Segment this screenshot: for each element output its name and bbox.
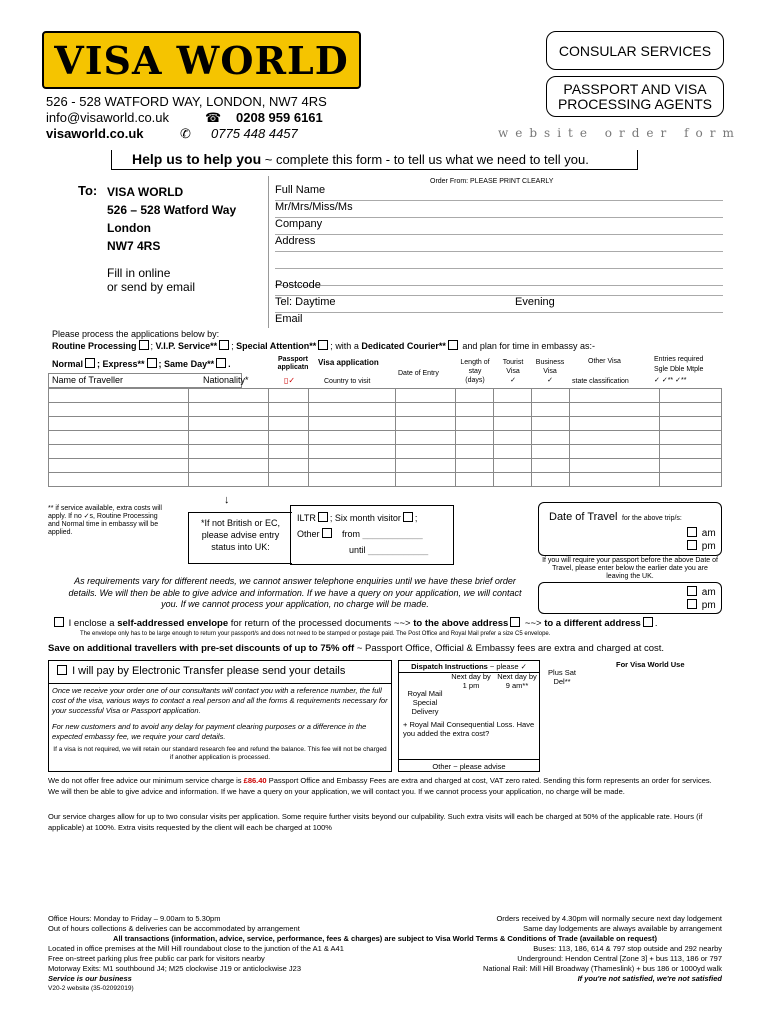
field-label: Postcode [275, 279, 321, 291]
envelope-bold: self-addressed envelope [117, 618, 229, 629]
pm2-label: pm [701, 600, 716, 611]
company-address: 526 - 528 WATFORD WAY, LONDON, NW7 4RS [46, 94, 327, 109]
payment-checkbox[interactable] [57, 665, 67, 675]
until-label: until [349, 545, 366, 555]
fill-online: Fill in online [107, 266, 171, 280]
country-header: Country to visit [324, 378, 371, 385]
six-month-label: Six month visitor [334, 513, 401, 523]
pm-checkbox[interactable] [687, 540, 697, 550]
six-month-checkbox[interactable] [403, 512, 413, 522]
courier-checkbox[interactable] [448, 340, 458, 350]
envelope-note: The envelope only has to be large enough to return your passport/s and does not need to be stamped or postage paid. The Post Office and Royal Mail prefer a size C5 envelope. [80, 631, 551, 637]
payment-p1: Once we receive your order one of our consultants will contact you with a reference number, the full cost of the visa, various ways to contact a real person and all the forms & requirements necessary for your successful Visa or Passport application. [52, 686, 388, 715]
fees-post: Passport Office and Embassy Fees are extra and charged at cost, VAT zero rated. Sending this form represents an order for services. We will then be able to give advice and information. If we have a query on your application, we will contact you. If we cannot process your application, no charge will be made. [48, 776, 712, 796]
special-label: Special Attention** [236, 341, 317, 351]
requirements-text: As requirements vary for different needs, we cannot answer telephone enquiries until we have these brief order details. We will then be able to give advice and information. If we have a query on your application, we will contact you. If we cannot process your application, no charge will be made. [68, 576, 522, 609]
process-intro: Please process the applications below by: [52, 329, 220, 339]
entries-types [654, 366, 703, 373]
am-label: am [701, 528, 716, 539]
passport-line1: PASSPORT AND VISA [563, 81, 707, 97]
tel-field[interactable] [275, 296, 723, 313]
routine-checkbox[interactable] [139, 340, 149, 350]
field-label: Tel: Daytime [275, 296, 336, 308]
process-options: Routine Processing ; V.I.P. Service** ; Special Attention** ; with a Dedicated Courier** and plan for time in embassy as:- [52, 341, 595, 351]
payment-p2: For new customers and to avoid any delay for payment clearing purposes or a difference in the expected embassy fee, we require your card details. [52, 722, 367, 741]
table-row[interactable] [49, 403, 722, 417]
date-travel-box [538, 502, 722, 556]
table-row[interactable] [49, 389, 722, 403]
motorway: Motorway Exits: M1 southbound J4; M25 clockwise J19 or anticlockwise J23 [48, 964, 302, 973]
until-field[interactable]: ____________ [368, 545, 429, 555]
special-checkbox[interactable] [318, 340, 328, 350]
vip-label: V.I.P. Service** [155, 341, 218, 351]
passport-agents-box [546, 76, 724, 117]
footer [48, 914, 722, 994]
order-from-caption: Order From: PLEASE PRINT CLEARLY [430, 178, 554, 185]
phone-icon: ☎ [205, 110, 222, 125]
travel-time-2 [685, 586, 716, 612]
express-label: Express** [102, 359, 145, 369]
tourist-label: Tourist Visa [502, 359, 524, 375]
office-hours: Office Hours: Monday to Friday – 9.00am to 5.30pm [48, 914, 221, 923]
different-address-checkbox[interactable] [643, 617, 653, 627]
fees-pre: We do not offer free advice our minimum service charge is [48, 776, 242, 785]
iltr-label: ILTR [297, 513, 316, 523]
state-header: state classification [572, 378, 629, 385]
traveller-table [48, 356, 722, 496]
tourist-header [498, 358, 528, 385]
table-row[interactable] [49, 431, 722, 445]
sgle-check: ✓ [654, 377, 660, 384]
orders-received: Orders received by 4.30pm will normally secure next day lodgement [496, 914, 722, 923]
field-label: Mr/Mrs/Miss/Ms [275, 201, 353, 213]
dispatch-col2: Next day by 9 am** [497, 672, 537, 690]
early-date-box[interactable] [538, 582, 722, 614]
field-label: Address [275, 235, 316, 247]
down-arrow-icon: ↓ [224, 494, 230, 506]
business-header [532, 358, 568, 385]
underground: Underground: Hendon Central [Zone 3] + bus 113, 186 or 797 [517, 954, 722, 963]
length-header: Length of stay (days) [460, 359, 490, 384]
envelope-pre: I enclose a [68, 618, 115, 629]
rail: National Rail: Mill Hill Broadway (Thameslink) + bus 186 or 1000yd walk [482, 964, 722, 973]
sgle-label: Sgle [654, 366, 669, 373]
fees-p2: Our service charges allow for up to two consular visits per application. Some require further visits beyond our culpability. Such extra visits will each be charged at 50% of the applicable rate. Hours (if applicable) at 100%. Extra visits requested by the client will each be charged at 100% [48, 812, 703, 832]
to-line: London [107, 221, 151, 235]
to-line: VISA WORLD [107, 185, 184, 199]
visa-world-use: For Visa World Use [616, 660, 685, 669]
courier-pre: with a [335, 341, 359, 351]
save-line [48, 643, 664, 654]
date-travel-sub: for the above trip/s: [621, 515, 682, 522]
iltr-checkbox[interactable] [318, 512, 328, 522]
passport-line2: PROCESSING AGENTS [557, 96, 713, 112]
travel-note: If you will require your passport before the above Date of Travel, please enter below the earlier date you are leaving the UK. [542, 557, 718, 580]
pm-label: pm [701, 541, 716, 552]
to-line: 526 – 528 Watford Way [107, 203, 237, 217]
field-label: Full Name [275, 184, 326, 196]
payment-details [48, 684, 392, 772]
banner-rest: ~ complete this form - to tell us what we need to tell you. [264, 152, 589, 167]
field-label: Company [275, 218, 323, 230]
from-field[interactable]: ____________ [362, 529, 423, 539]
dispatch-other: Other ~ please advise [399, 759, 539, 771]
courier-label: Dedicated Courier** [361, 341, 446, 351]
company-field[interactable] [275, 218, 723, 235]
passport-check: ▯✓ [284, 376, 296, 385]
entries-header: Entries required [654, 356, 704, 363]
consular-services-box [546, 31, 724, 70]
pm2-checkbox[interactable] [687, 599, 697, 609]
to-address [107, 183, 236, 255]
name-header: Name of Traveller [52, 375, 124, 385]
company-mobile: 0775 448 4457 [211, 126, 298, 141]
company-phone: 0208 959 6161 [236, 110, 323, 125]
name-header-cell [48, 373, 249, 388]
courier-post: and plan for time in embassy as:- [462, 341, 595, 351]
send-email: or send by email [107, 280, 196, 294]
company-website[interactable]: visaworld.co.uk [46, 126, 144, 141]
to-label: To: [78, 183, 98, 198]
nationality-header: Nationality* [203, 375, 249, 385]
business-check: ✓ [547, 377, 553, 384]
other-label: Other [297, 529, 320, 539]
to-line: NW7 4RS [107, 239, 161, 253]
fees-amount: £86.40 [243, 776, 267, 785]
visa-app-header: Visa application [318, 358, 379, 367]
dispatch-royal: Royal Mail Special Delivery [407, 689, 443, 716]
collections: Out of hours collections & deliveries can be accommodated by arrangement [48, 924, 300, 933]
field-label: Email [275, 313, 303, 325]
fees-p1 [48, 776, 722, 797]
passport-header: Passport applicatn [277, 356, 309, 371]
visa-world-logo: VISA WORLD [42, 31, 361, 89]
am-checkbox[interactable] [687, 527, 697, 537]
dispatch-col3: Plus Sat Del** [548, 668, 576, 686]
from-label: from [342, 529, 361, 539]
envelope-arrow: ~~> [524, 618, 542, 629]
travel-time-1 [685, 527, 716, 553]
help-banner [111, 150, 638, 170]
envelope-checkbox[interactable] [54, 617, 64, 627]
mtple-label: Mtple [686, 366, 704, 373]
service-note: ** if service available, extra costs will apply. If no ✓s, Routine Processing and Normal time in embassy will be applied. [48, 505, 162, 536]
business-label: Business Visa [535, 359, 565, 375]
am2-checkbox[interactable] [687, 586, 697, 596]
title-field[interactable] [275, 201, 723, 218]
above-address-checkbox[interactable] [510, 617, 520, 627]
other-checkbox[interactable] [322, 528, 332, 538]
dispatch-box [398, 660, 540, 772]
routine-label: Routine Processing [52, 341, 137, 351]
postcode-field[interactable] [275, 279, 723, 296]
table-row[interactable] [49, 473, 722, 487]
order-from-block [268, 176, 722, 328]
date-entry-header: Date of Entry [398, 370, 439, 377]
dispatch-please: ~ please ✓ [489, 662, 527, 671]
date-travel-title: Date of Travel [549, 511, 618, 523]
dispatch-title: Dispatch Instructions [411, 662, 488, 671]
buses: Buses: 113, 186, 614 & 797 stop outside and 292 nearby [533, 944, 722, 953]
sameday-label: Same Day** [164, 359, 215, 369]
full-name-field[interactable] [275, 184, 723, 201]
address-field-2[interactable] [275, 252, 723, 269]
table-row[interactable] [49, 417, 722, 431]
table-row[interactable] [49, 445, 722, 459]
located: Located in office premises at the Mill Hill roundabout close to the junction of the A1 & A41 [48, 944, 344, 953]
mtple-check: ✓** [675, 377, 687, 384]
email-field[interactable] [275, 313, 723, 328]
other-visa-header: Other Visa [588, 358, 621, 365]
company-email[interactable]: info@visaworld.co.uk [46, 110, 170, 125]
envelope-line: I enclose a self-addressed envelope for return of the processed documents ~~> to the above address ~~> to a different address . [52, 617, 657, 629]
embassy-time-options: Normal ; Express** ; Same Day** . [52, 359, 231, 369]
envelope-different: to a different address [544, 618, 641, 629]
form-title: website order form [498, 126, 741, 140]
normal-label: Normal [52, 359, 84, 369]
dispatch-consequential: + Royal Mail Consequential Loss. Have you added the extra cost? [403, 720, 535, 738]
dispatch-col1: Next day by 1 pm [451, 672, 491, 690]
payment-box [48, 660, 392, 684]
save-bold: Save on additional travellers with pre-set discounts of up to 75% off [48, 643, 355, 654]
sameday-lodgement: Same day lodgements are always available by arrangement [523, 924, 722, 933]
entry-status-box: ILTR ; Six month visitor ; Other from ____________ until ____________ [290, 505, 454, 565]
payment-title: I will pay by Electronic Transfer please send your details [72, 665, 346, 677]
vip-checkbox[interactable] [219, 340, 229, 350]
dble-label: Dble [669, 366, 685, 373]
tourist-check: ✓ [510, 377, 516, 384]
version: V20-2 website (35-02092019) [48, 985, 134, 992]
parking: Free on-street parking plus free public car park for visitors nearby [48, 954, 265, 963]
table-row[interactable] [49, 459, 722, 473]
am2-label: am [701, 587, 716, 598]
entries-checks [654, 376, 686, 384]
satisfied-slogan: If you're not satisfied, we're not satisfied [577, 974, 722, 983]
address-field[interactable] [275, 235, 723, 252]
traveller-rows [48, 388, 722, 487]
banner-bold: Help us to help you [132, 151, 262, 167]
not-british-box: *If not British or EC, please advise entry status into UK: [188, 512, 292, 564]
terms: All transactions (information, advice, service, performance, fees & charges) are subject to Visa World Terms & Conditions of Trade (available on request) [113, 934, 657, 943]
evening-label: Evening [515, 296, 555, 308]
envelope-mid: for return of the processed documents ~~> [230, 618, 411, 629]
service-slogan: Service is our business [48, 974, 132, 983]
mobile-icon: ✆ [180, 126, 191, 141]
dble-check: ✓** [661, 377, 674, 384]
envelope-above: to the above address [413, 618, 509, 629]
payment-p3: If a visa is not required, we will retain our standard research fee and refund the balance. This fee will not be charged if another application is processed. [53, 746, 387, 761]
save-rest: ~ Passport Office, Official & Embassy fees are extra and charged at cost. [356, 643, 665, 654]
consular-services-label: CONSULAR SERVICES [558, 43, 712, 59]
